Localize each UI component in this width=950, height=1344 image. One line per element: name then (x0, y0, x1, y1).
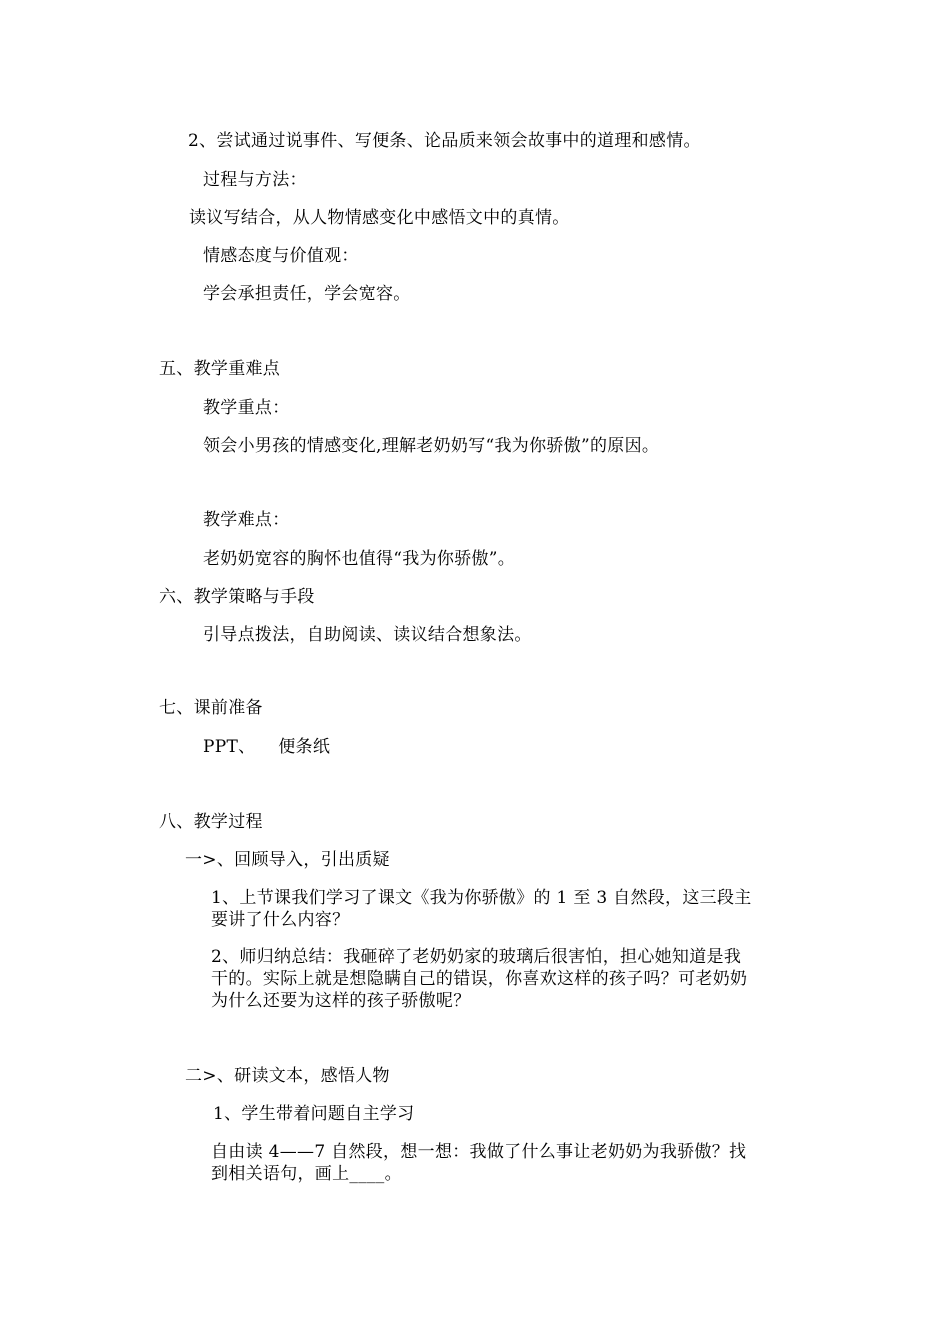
part-1-heading: 一>、回顾导入，引出质疑 (185, 850, 390, 870)
section-6-heading: 六、教学策略与手段 (159, 587, 315, 607)
part-1-item-2-line-2: 干的。实际上就是想隐瞒自己的错误，你喜欢这样的孩子吗？可老奶奶 (211, 969, 748, 989)
part-2-heading: 二>、研读文本，感悟人物 (185, 1066, 390, 1086)
part-2-text-line-2: 到相关语句，画上____。 (211, 1164, 402, 1184)
part-1-item-1 (211, 887, 752, 931)
part-1-item-2 (211, 946, 747, 1012)
emotion-attitude-text: 学会承担责任，学会宽容。 (203, 284, 411, 304)
part-1-item-2-line-3: 为什么还要为这样的孩子骄傲呢？ (211, 991, 471, 1011)
key-point-heading: 教学重点： (203, 398, 290, 418)
section-5-heading: 五、教学重难点 (159, 359, 281, 379)
process-method-heading: 过程与方法： (203, 170, 307, 190)
part-2-text-line-1: 自由读 4——7 自然段，想一想：我做了什么事让老奶奶为我骄傲？找 (211, 1142, 747, 1162)
part-1-item-1-line-2: 要讲了什么内容？ (211, 910, 350, 930)
section-7-heading: 七、课前准备 (159, 698, 263, 718)
process-method-text: 读议写结合，从人物情感变化中感悟文中的真情。 (189, 208, 570, 228)
emotion-attitude-heading: 情感态度与价值观： (203, 246, 359, 266)
key-point-text: 领会小男孩的情感变化,理解老奶奶写“我为你骄傲”的原因。 (203, 436, 660, 456)
difficult-point-text: 老奶奶宽容的胸怀也值得“我为你骄傲”。 (203, 549, 516, 569)
section-6-text: 引导点拨法，自助阅读、读议结合想象法。 (203, 625, 532, 645)
difficult-point-heading: 教学难点： (203, 510, 290, 530)
part-2-text (211, 1141, 746, 1185)
section-8-heading: 八、教学过程 (159, 812, 263, 832)
part-1-item-1-line-1: 1、上节课我们学习了课文《我为你骄傲》的 1 至 3 自然段，这三段主 (211, 888, 752, 908)
objective-item-2: 2、尝试通过说事件、写便条、论品质来领会故事中的道理和感情。 (188, 131, 701, 151)
section-7-text: PPT、 便条纸 (203, 737, 331, 757)
part-1-item-2-line-1: 2、师归纳总结：我砸碎了老奶奶家的玻璃后很害怕，担心她知道是我 (211, 947, 742, 967)
part-2-item-1: 1、学生带着问题自主学习 (213, 1104, 415, 1124)
